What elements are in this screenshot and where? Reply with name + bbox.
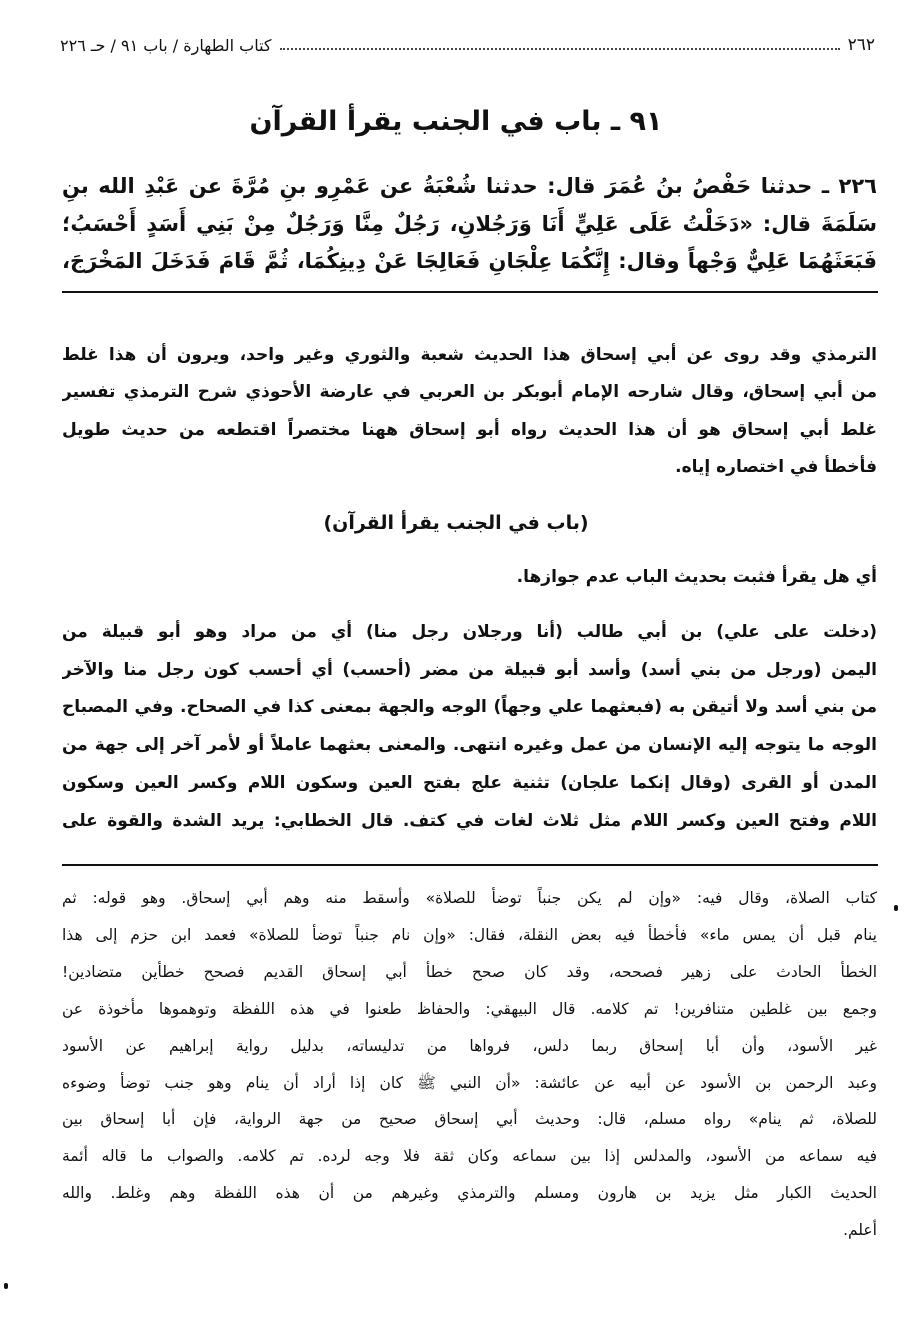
scan-mark [4, 1283, 8, 1289]
text-line: ٢٢٦ ـ حدثنا حَفْصُ بنُ عُمَرَ قال: حدثنا شُعْبَةُ عن عَمْرِو بنِ مُرَّةَ عن عَبْدِ الله بنِ [62, 174, 877, 198]
quoted-phrase: (أنا ورجلان رجل منا) [366, 622, 563, 642]
text-segment: وأسد أبو قبيلة من مضر [411, 659, 641, 680]
text-line: فأخطأ في اختصاره إياه. [675, 456, 877, 477]
text-segment: تثنية علج بفتح العين وسكون اللام وكسر العين وسكون [62, 772, 561, 793]
text-segment: بن أبي طالب [562, 622, 717, 642]
text-segment: اللام وفتح العين وكسر اللام مثل ثلاث لغات في كتف. قال الخطابي: يريد الشدة والقوة على [62, 810, 877, 831]
header-dot-leader [280, 48, 840, 50]
footnote-divider [62, 864, 878, 866]
text-segment: الوجه والجهة بمعنى كذا في الصحاح. وفي المصباح [62, 697, 494, 718]
text-line: الحديث الكبار مثل يزيد بن هارون ومسلم والترمذي وغيرهم من أن هذه اللفظة وهم وغلط. والله [62, 1184, 877, 1203]
text-line [62, 803, 877, 839]
text-line [62, 727, 877, 763]
text-line: فيه سماعه من الأسود، والمدلس إذا بين سماعه وكان ثقة فلا وجه لرده. تم كلامه. والصواب ما قاله أئمة [62, 1147, 877, 1166]
text-line: غلط أبي إسحاق هو أن هذا الحديث رواه أبو إسحاق ههنا مختصراً اقتطعه من حديث طويل [62, 419, 877, 440]
text-segment: أي من مراد وهو أبو قبيلة من [62, 622, 367, 642]
section-divider [62, 291, 878, 293]
running-header [60, 30, 875, 60]
text-line [62, 689, 877, 725]
quoted-phrase: (أحسب) [342, 659, 412, 680]
text-line: الترمذي وقد روى عن أبي إسحاق هذا الحديث شعبة والثوري وغير واحد، ويرون أن هذا غلط [62, 345, 877, 365]
text-segment: المدن أو القرى [730, 772, 877, 793]
text-line: ينام قبل أن يمس ماء» فأخطأ فيه بعض النقلة، فقال: «وإن نام جنباً توضأ للصلاة» فعمد ابن حزم إلى هذا [62, 925, 877, 944]
page-number: ٢٦٢ [847, 35, 875, 55]
text-line: وعبد الرحمن بن الأسود عن أبيه عن عائشة: «أن النبي ﷺ كان إذا أراد أن ينام وهو جنب توضأ وضوءه [62, 1073, 877, 1092]
quoted-phrase: (فبعثهما علي وجهاً) [493, 697, 662, 718]
text-line: فَبَعَثَهُمَا عَلِيٌّ وَجْهاً وقال: إِنَّكُمَا عِلْجَانِ فَعَالِجَا عَنْ دِينِكُمَا، ثُمَّ قَامَ فَدَخَلَ المَخْرَجَ، [62, 249, 877, 273]
scan-mark [894, 905, 898, 911]
text-line: من أبي إسحاق، وقال شارحه الإمام أبوبكر بن العربي في عارضة الأحوذي شرح الترمذي تفسير [62, 382, 877, 403]
text-segment: أي أحسب كون رجل منا والآخر [62, 659, 343, 680]
text-line: للصلاة، ثم ينام» رواه مسلم، قال: وحديث أبي إسحاق صحيح من جهة الرواية، فإن أبا إسحاق بين [62, 1110, 877, 1129]
quoted-phrase: (دخلت على علي) [716, 622, 877, 642]
text-segment: الوجه ما يتوجه إليه الإنسان من عمل وغيره انتهى. والمعنى بعثهما عاملاً أو لأمر آخر إلى جهة من [62, 735, 877, 756]
text-line: أعلم. [843, 1221, 877, 1240]
chapter-title: ٩١ ـ باب في الجنب يقرأ القرآن [249, 106, 663, 137]
text-line [62, 614, 877, 650]
quoted-phrase: (وقال إنكما علجان) [560, 772, 731, 793]
text-line: كتاب الصلاة، وقال فيه: «وإن لم يكن جنباً توضأ للصلاة» وأسقط منه وهم أبي إسحاق. وهو قوله: ثم [62, 889, 877, 907]
text-line: الخطأ الحادث على زهير فصححه، وقد كان صحح خطأ أبي إسحاق القديم فصحح خطأين متضادين! [62, 962, 877, 981]
text-line [62, 765, 877, 801]
commentary-subheading: (باب في الجنب يقرأ القرآن) [323, 512, 589, 534]
text-line [62, 652, 877, 688]
commentary-intro-line: أي هل يقرأ فثبت بحديث الباب عدم جوازها. [516, 567, 877, 587]
text-segment: من بني أسد ولا أتيقن به [662, 697, 877, 718]
text-line: غير الأسود، وأن أبا إسحاق ربما دلس، فرواها من تدليساته، بدليل رواية إبراهيم عن الأسود [62, 1036, 877, 1055]
quoted-phrase: (ورجل من بني أسد) [640, 659, 822, 680]
text-line: وجمع بين غلطين متنافرين! تم كلامه. قال البيهقي: والحفاظ طعنوا في هذه اللفظة وتوهموها مأخوذة عن [62, 999, 877, 1018]
running-title: كتاب الطهارة / باب ٩١ / حـ ٢٢٦ [60, 35, 272, 55]
text-segment: اليمن [821, 659, 877, 680]
text-line: سَلَمَةَ قال: «دَخَلْتُ عَلَى عَلِيٍّ أَنَا وَرَجُلانِ، رَجُلٌ مِنَّا وَرَجُلٌ مِنْ بَنِي أَسَدٍ أَحْسَبُ؛ [62, 211, 877, 236]
